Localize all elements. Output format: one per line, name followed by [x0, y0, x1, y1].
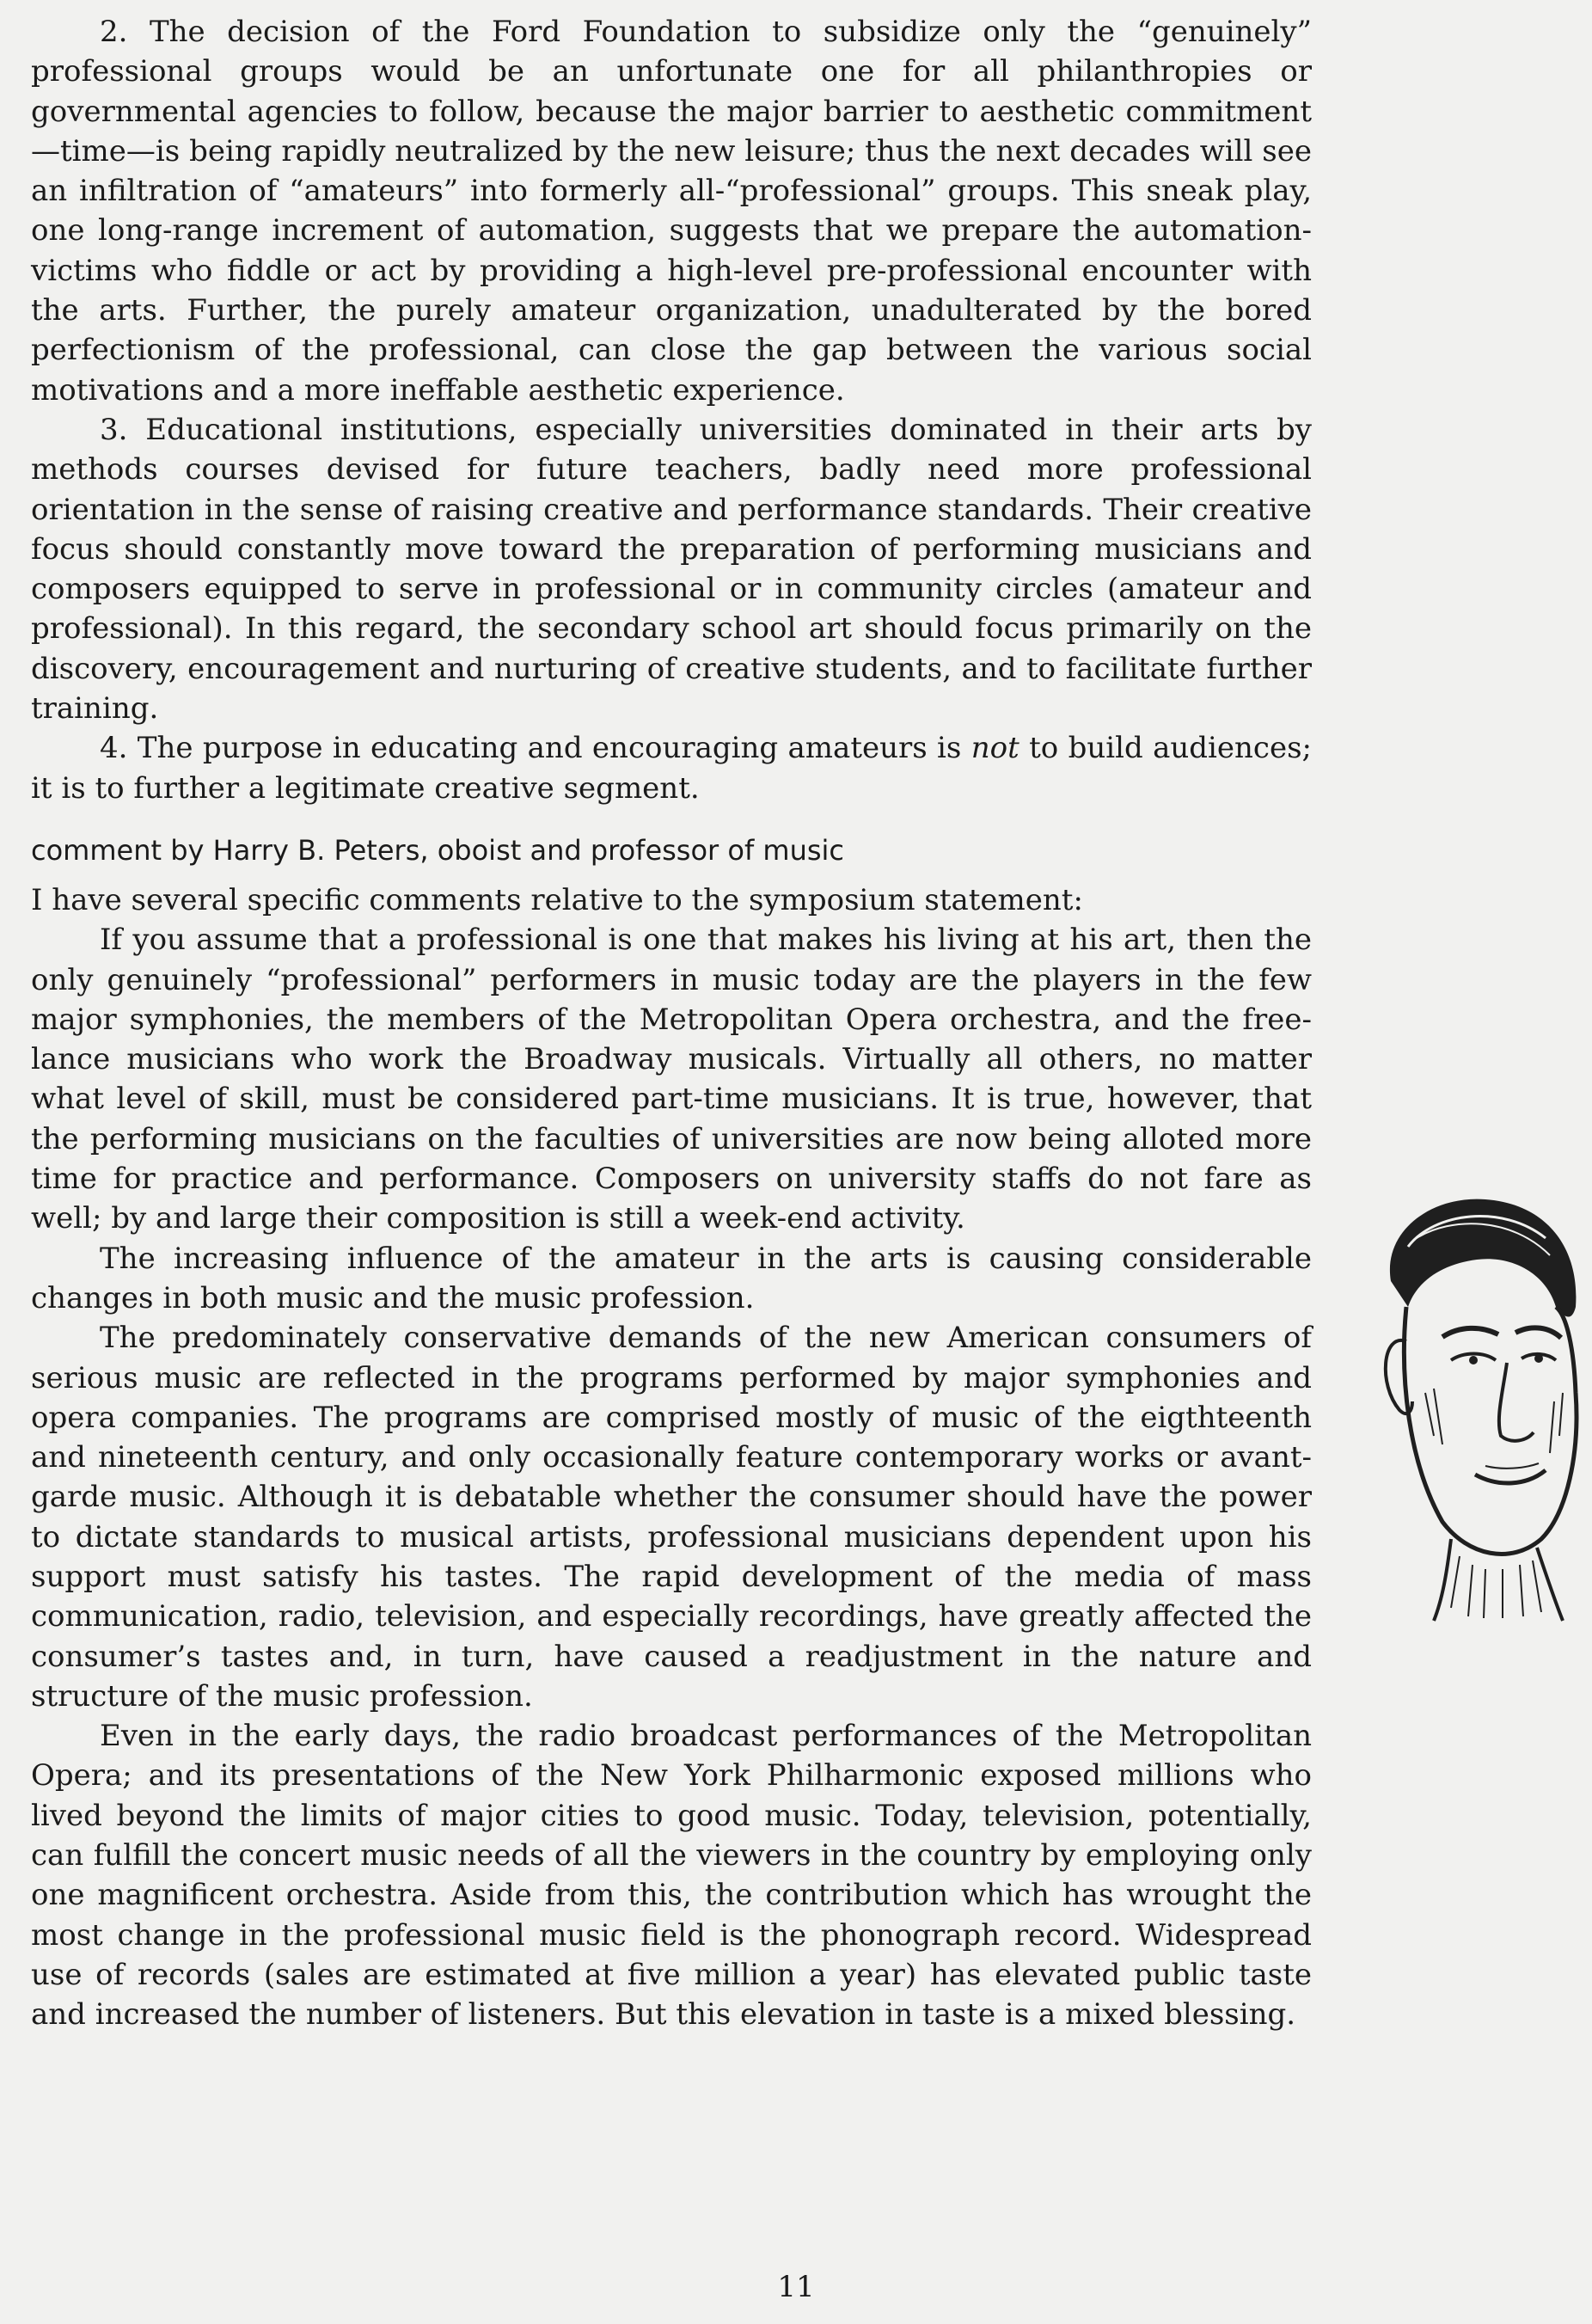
paragraph-point-3: 3. Educational institutions, especially universities dominated in their arts by methods courses devised for future teachers, badly need more professional orientation in the sense of raising creative and performance standards. Their creative focus should constantly move toward the preparation of performing musicians and composers equipped to serve in professional or in community circles (amateur and professional). In this regard, the secondary school art should focus primarily on the discovery, encouragement and nurturing of creative students, and to facilitate further training. — [31, 412, 1312, 727]
page-number: 11 — [777, 2270, 815, 2304]
point-4-emphasis: not — [971, 731, 1019, 766]
point-4-text-after: to build audiences; it is to further a legitimate creative segment. — [31, 731, 1312, 806]
paragraph-point-4 — [31, 728, 1312, 808]
paragraph-professional-definition: If you assume that a professional is one that makes his living at his art, then the only genuinely “professional” performers in music today are the players in the few major symphonies, the members of the Metropolitan Opera orchestra, and the free-lance musicians who work the Broadway musicals. Virtually all others, no matter what level of skill, must be considered part-time musicians. It is true, however, that the performing musicians on the faculties of universities are now being alloted more time for practice and performance. Composers on university staffs do not fare as well; by and large their composition is still a week-end activity. — [31, 923, 1312, 1236]
intro-line: I have several specific comments relative to the symposium statement: — [31, 882, 1083, 917]
comment-heading: comment by Harry B. Peters, oboist and professor of music — [31, 833, 844, 867]
paragraph-amateur-influence: The increasing influence of the amateur in the arts is causing considerable changes in both music and the music profession. — [31, 1241, 1312, 1315]
portrait-sketch-icon — [1331, 1178, 1589, 1625]
point-4-text-before: 4. The purpose in educating and encouraging amateurs is — [100, 731, 971, 766]
article-body — [31, 12, 1312, 2035]
paragraph-point-2: 2. The decision of the Ford Foundation to subsidize only the “genuinely” professional groups would be an unfortunate one for all philanthropies or governmental agencies to follow, because the major barrier to aesthetic commitment—time—is being rapidly neutralized by the new leisure; thus the next decades will see an infiltration of “amateurs” into formerly all-“professional” groups. This sneak play, one long-range increment of automation, suggests that we prepare the automation-victims who fiddle or act by providing a high-level pre-professional encounter with the arts. Further, the purely amateur organization, unadulterated by the bored perfectionism of the professional, can close the gap between the various social motivations and a more ineffable aesthetic experience. — [31, 15, 1312, 408]
paragraph-radio-broadcasts: Even in the early days, the radio broadcast performances of the Metropolitan Opera; and its presentations of the New York Philharmonic exposed millions who lived beyond the limits of major cities to good music. Today, television, potentially, can fulfill the concert music needs of all the viewers in the country by employing only one magnificent orchestra. Aside from this, the contribution which has wrought the most change in the professional music field is the phonograph record. Widespread use of records (sales are estimated at five million a year) has elevated public taste and increased the number of listeners. But this elevation in taste is a mixed blessing. — [31, 1719, 1312, 2033]
paragraph-conservative-demands: The predominately conservative demands of the new American consumers of serious music are reflected in the programs performed by major symphonies and opera companies. The programs are comprised mostly of music of the eigthteenth and nineteenth century, and only occasionally feature contemporary works or avant-garde music. Although it is debatable whether the consumer should have the power to dictate standards to musical artists, professional musicians dependent upon his support must satisfy his tastes. The rapid development of the media of mass communication, radio, television, and especially recordings, have greatly affected the consumer’s tastes and, in turn, have caused a readjustment in the nature and structure of the music profession. — [31, 1321, 1312, 1714]
